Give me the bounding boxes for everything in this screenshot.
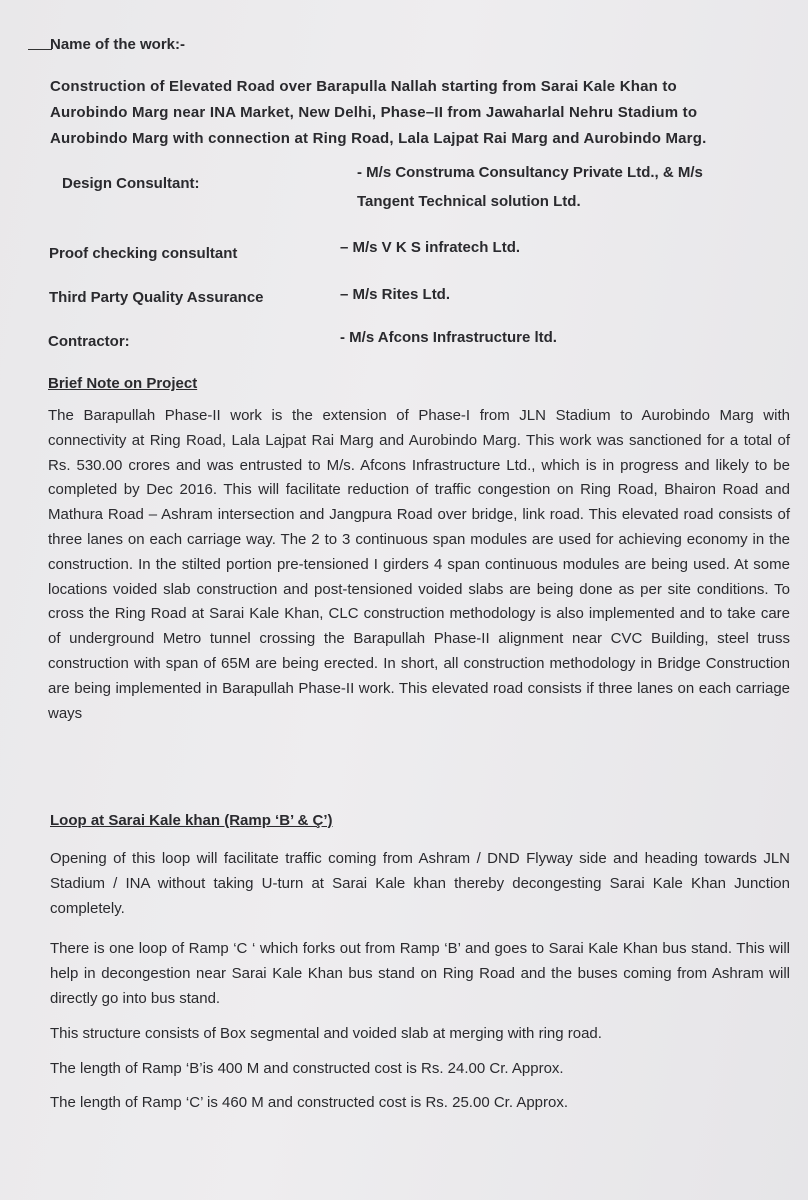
proof-checking-value: – M/s V K S infratech Ltd. bbox=[340, 239, 521, 256]
contractor-label: Contractor: bbox=[48, 333, 130, 350]
proof-checking-label: Proof checking consultant bbox=[49, 245, 238, 262]
tpqa-label: Third Party Quality Assurance bbox=[49, 289, 264, 306]
title-underline bbox=[28, 49, 52, 50]
design-consultant-value-line-2: Tangent Technical solution Ltd. bbox=[357, 193, 581, 210]
loop-structure-line: This structure consists of Box segmental and voided slab at merging with ring road. bbox=[50, 1025, 602, 1042]
tpqa-value: – M/s Rites Ltd. bbox=[340, 286, 451, 303]
ramp-b-length-line: The length of Ramp ‘B’is 400 M and constructed cost is Rs. 24.00 Cr. Approx. bbox=[50, 1060, 564, 1077]
loop-paragraph-1: Opening of this loop will facilitate traffic coming from Ashram / DND Flyway side and heading towards JLN Stadium / INA without taking U-turn at Sarai Kale khan thereby decongesting Sarai Kale Khan Junction completely. bbox=[50, 850, 790, 917]
loop-heading: Loop at Sarai Kale khan (Ramp ‘B’ & Ç’) bbox=[50, 812, 333, 829]
work-title: Name of the work:- bbox=[50, 36, 186, 53]
brief-note-text: The Barapullah Phase-II work is the extension of Phase-I from JLN Stadium to Aurobindo Marg with connectivity at Ring Road, Lala Lajpat Rai Marg and Aurobindo Marg. This work was sanctioned for a total of Rs. 530.00 crores and was entrusted to M/s. Afcons Infrastructure Ltd., which is in progress and likely to be completed by Dec 2016. This will facilitate reduction of traffic congestion on Ring Road, Bhairon Road and Mathura Road – Ashram intersection and Jangpura Road over bridge, link road. This elevated road consists of three lanes on each carriage way. The 2 to 3 continuous span modules are used for achieving economy in the construction. In the stilted portion pre-tensioned I girders 4 span continuous modules are being used. At some locations voided slab construction and post-tensioned voided slabs are being done as per site conditions. To cross the Ring Road at Sarai Kale Khan, CLC construction methodology is also implemented and to take care of underground Metro tunnel crossing the Barapullah Phase-II alignment near CVC Building, steel truss construction with span of 65M are being erected. In short, all construction methodology in Bridge Construction are being implemented in Barapullah Phase-II work. This elevated road consists if three lanes on each carriage ways bbox=[48, 407, 790, 722]
contractor-value: - M/s Afcons Infrastructure ltd. bbox=[340, 329, 557, 346]
work-description-line-2: Aurobindo Marg near INA Market, New Delhi, Phase–II from Jawaharlal Nehru Stadium to bbox=[50, 104, 698, 121]
loop-paragraph-2: There is one loop of Ramp ‘C ‘ which forks out from Ramp ‘B’ and goes to Sarai Kale Khan bus stand. This will help in decongestion near Sarai Kale Khan bus stand on Ring Road and the buses coming from Ashram will directly go into bus stand. bbox=[50, 940, 790, 1007]
ramp-c-length-line: The length of Ramp ‘C’ is 460 M and constructed cost is Rs. 25.00 Cr. Approx. bbox=[50, 1094, 569, 1111]
design-consultant-value-line-1: - M/s Construma Consultancy Private Ltd., & M/s bbox=[357, 164, 703, 181]
work-description-line-1: Construction of Elevated Road over Barapulla Nallah starting from Sarai Kale Khan to bbox=[50, 78, 677, 95]
work-description-line-3: Aurobindo Marg with connection at Ring Road, Lala Lajpat Rai Marg and Aurobindo Marg. bbox=[50, 130, 707, 147]
brief-note-heading: Brief Note on Project bbox=[48, 375, 198, 392]
design-consultant-label: Design Consultant: bbox=[62, 175, 200, 192]
